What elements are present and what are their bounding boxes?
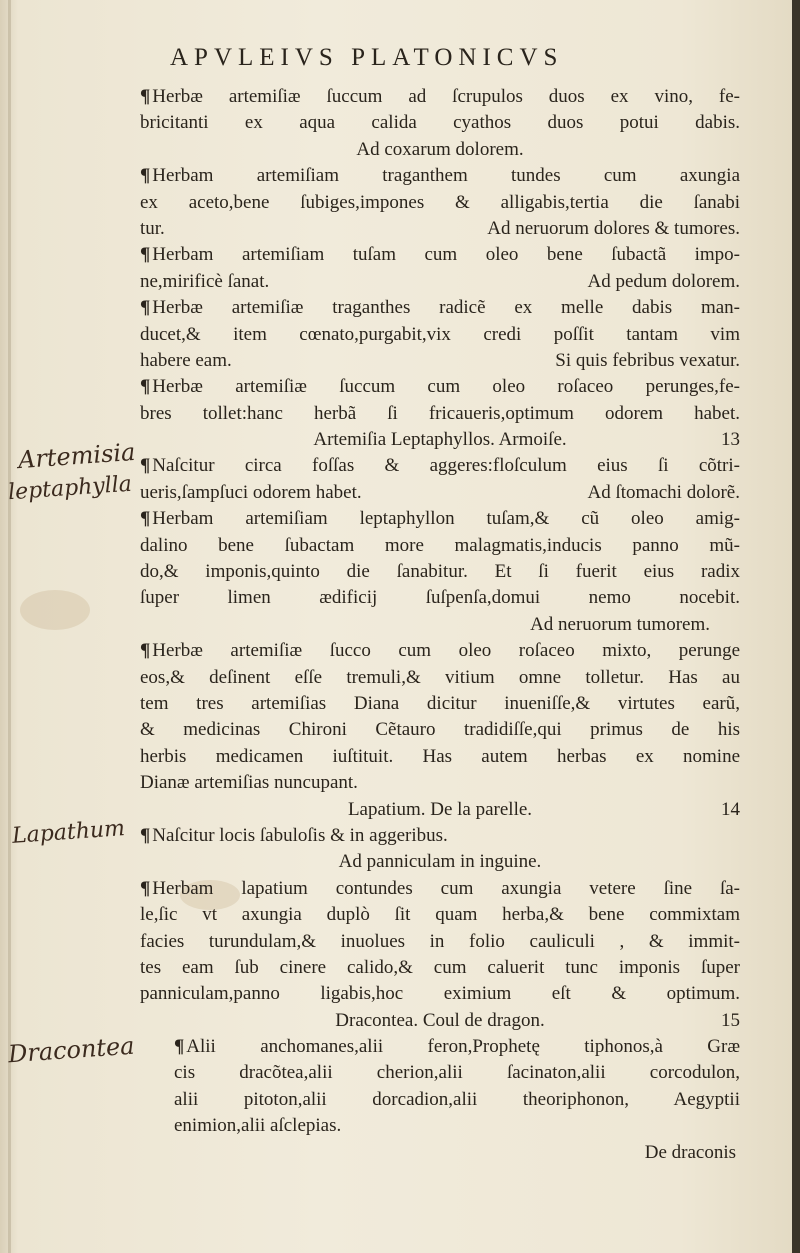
- text-line: [140, 981, 740, 1007]
- heading-text: Ad neruorum tumorem.: [530, 613, 710, 635]
- line-text: Naſcitur circa foſſas & aggeres:floſculum eius ſi cõtri-: [152, 455, 740, 477]
- catchword: [140, 1140, 740, 1166]
- line-text: ne,mirificè ſanat.: [140, 270, 270, 292]
- page-edge: [792, 0, 800, 1253]
- line-text: Herbæ artemiſiæ ſuccum cum oleo roſaceo perunges,fe-: [152, 376, 740, 398]
- line-text: alii pitoton,alii dorcadion,alii theoriphonon, Aegyptii: [174, 1088, 740, 1110]
- line-text: tes eam ſub cinere calido,& cum caluerit tunc imponis ſuper: [140, 956, 740, 978]
- text-line: [140, 665, 740, 691]
- text-line: [140, 480, 740, 506]
- line-text: habere eam.: [140, 349, 232, 371]
- line-text: do,& imponis,quinto die ſanabitur. Et ſi fuerit eius radix: [140, 561, 740, 583]
- text-line: [140, 533, 740, 559]
- line-text: ſuper limen ædificij ſuſpenſa,domui nemo nocebit.: [140, 587, 740, 609]
- line-text: bricitanti ex aqua calida cyathos duos potui dabis.: [140, 112, 740, 134]
- section-heading: [140, 427, 740, 453]
- text-line: [140, 163, 740, 189]
- heading-text: Lapatium. De la parelle.: [347, 798, 533, 820]
- text-line: [140, 84, 740, 110]
- pilcrow-icon: ¶: [140, 165, 151, 187]
- text-line: [140, 374, 740, 400]
- section-heading: Ad pedum dolorem.: [587, 270, 740, 292]
- text-line: [140, 691, 740, 717]
- text-line: [140, 1087, 740, 1113]
- line-text: cis dracõtea,alii cherion,alii ſacinaton,alii corcodulon,: [174, 1062, 740, 1084]
- text-line: [140, 348, 740, 374]
- pilcrow-icon: ¶: [140, 640, 151, 662]
- text-line: [140, 269, 740, 295]
- pilcrow-icon: ¶: [140, 877, 151, 899]
- text-line: [140, 1060, 740, 1086]
- line-text: ueris,ſampſuci odorem habet.: [140, 481, 362, 503]
- pilcrow-icon: ¶: [140, 297, 151, 319]
- text-line: [140, 295, 740, 321]
- margin-note: Artemisia: [17, 437, 137, 475]
- line-text: Alii anchomanes,alii feron,Prophetę tiphonos,à Græ: [186, 1036, 740, 1058]
- text-line: [140, 216, 740, 242]
- margin-note: Lapathum: [11, 816, 126, 849]
- text-line: [140, 744, 740, 770]
- heading-text: Ad coxarum dolorem.: [356, 138, 524, 160]
- text-line: [140, 506, 740, 532]
- section-heading: [140, 797, 740, 823]
- pilcrow-icon: ¶: [174, 1036, 185, 1058]
- section-heading: Ad neruorum dolores & tumores.: [487, 217, 740, 239]
- text-line: [140, 401, 740, 427]
- line-text: ducet,& item cœnato,purgabit,vix credi poſſit tantam vim: [140, 323, 740, 345]
- text-line: [140, 242, 740, 268]
- line-text: Herbam artemiſiam leptaphyllon tuſam,& cũ oleo amig-: [152, 508, 740, 530]
- line-text: le,ſic vt axungia duplò ſit quam herba,& bene commixtam: [140, 904, 740, 926]
- chapter-number: 13: [721, 429, 740, 451]
- text-block: [140, 84, 740, 1166]
- line-text: Herbæ artemiſiæ traganthes radicẽ ex melle dabis man-: [152, 297, 740, 319]
- line-text: panniculam,panno ligabis,hoc eximium eſt & optimum.: [140, 983, 740, 1005]
- section-heading: [140, 1008, 740, 1034]
- pilcrow-icon: ¶: [140, 824, 151, 846]
- line-text: & medicinas Chironi Cẽtauro tradidiſſe,qui primus de his: [140, 719, 740, 741]
- text-line: [140, 638, 740, 664]
- section-heading: Ad ſtomachi dolorẽ.: [587, 481, 740, 503]
- line-text: Dianæ artemiſias nuncupant.: [140, 772, 358, 794]
- catchword-text: De draconis: [644, 1141, 736, 1163]
- running-head: APVLEIVS PLATONICVS: [170, 44, 564, 71]
- margin-note: leptaphylla: [7, 471, 133, 506]
- text-line: [140, 1034, 740, 1060]
- text-line: [140, 823, 740, 849]
- text-line: [140, 902, 740, 928]
- text-line: [140, 559, 740, 585]
- line-text: bres tollet:hanc herbã ſi fricaueris,optimum odorem habet.: [140, 402, 740, 424]
- line-text: dalino bene ſubactam more malagmatis,inducis panno mũ-: [140, 534, 740, 556]
- pilcrow-icon: ¶: [140, 455, 151, 477]
- section-heading: Si quis febribus vexatur.: [555, 349, 740, 371]
- line-text: Naſcitur locis ſabuloſis & in aggeribus.: [152, 824, 448, 846]
- text-line: [140, 770, 740, 796]
- line-text: enimion,alii aſclepias.: [174, 1115, 342, 1137]
- text-line: [140, 1113, 740, 1139]
- line-text: Herbæ artemiſiæ ſucco cum oleo roſaceo mixto, perunge: [152, 640, 740, 662]
- text-line: [140, 955, 740, 981]
- paper-stain: [20, 590, 90, 630]
- line-text: ex aceto,bene ſubiges,impones & alligabis,tertia die ſanabi: [140, 191, 740, 213]
- line-text: Herbam artemiſiam traganthem tundes cum axungia: [152, 165, 740, 187]
- line-text: Herbæ artemiſiæ ſuccum ad ſcrupulos duos ex vino, fe-: [152, 86, 740, 107]
- line-text: eos,& deſinent eſſe tremuli,& vitium omne tolletur. Has au: [140, 666, 740, 688]
- text-line: [140, 453, 740, 479]
- heading-text: Dracontea. Coul de dragon.: [335, 1009, 545, 1031]
- text-line: [140, 929, 740, 955]
- heading-text: Artemiſia Leptaphyllos. Armoiſe.: [313, 429, 567, 451]
- margin-note: Dracontea: [7, 1031, 136, 1069]
- pilcrow-icon: ¶: [140, 244, 151, 266]
- section-heading: [140, 137, 740, 163]
- pilcrow-icon: ¶: [140, 508, 151, 530]
- chapter-number: 15: [721, 1009, 740, 1031]
- line-text: Herbam artemiſiam tuſam cum oleo bene ſubactã impo-: [152, 244, 740, 266]
- line-text: herbis medicamen iuſtituit. Has autem herbas ex nomine: [140, 745, 740, 767]
- line-text: tur.: [140, 217, 165, 239]
- text-line: [140, 322, 740, 348]
- heading-text: Ad panniculam in inguine.: [338, 851, 542, 873]
- line-text: Herbam lapatium contundes cum axungia vetere ſine ſa-: [152, 877, 740, 899]
- chapter-number: 14: [721, 798, 740, 820]
- pilcrow-icon: ¶: [140, 376, 151, 398]
- pilcrow-icon: ¶: [140, 86, 151, 107]
- section-heading: [140, 849, 740, 875]
- text-line: [140, 876, 740, 902]
- text-line: [140, 585, 740, 611]
- text-line: [140, 190, 740, 216]
- section-heading: [140, 612, 740, 638]
- line-text: tem tres artemiſias Diana dicitur inueniſſe,& virtutes earũ,: [140, 692, 740, 714]
- line-text: facies turundulam,& inuolues in folio cauliculi , & immit-: [140, 930, 740, 952]
- text-line: [140, 717, 740, 743]
- text-line: [140, 110, 740, 136]
